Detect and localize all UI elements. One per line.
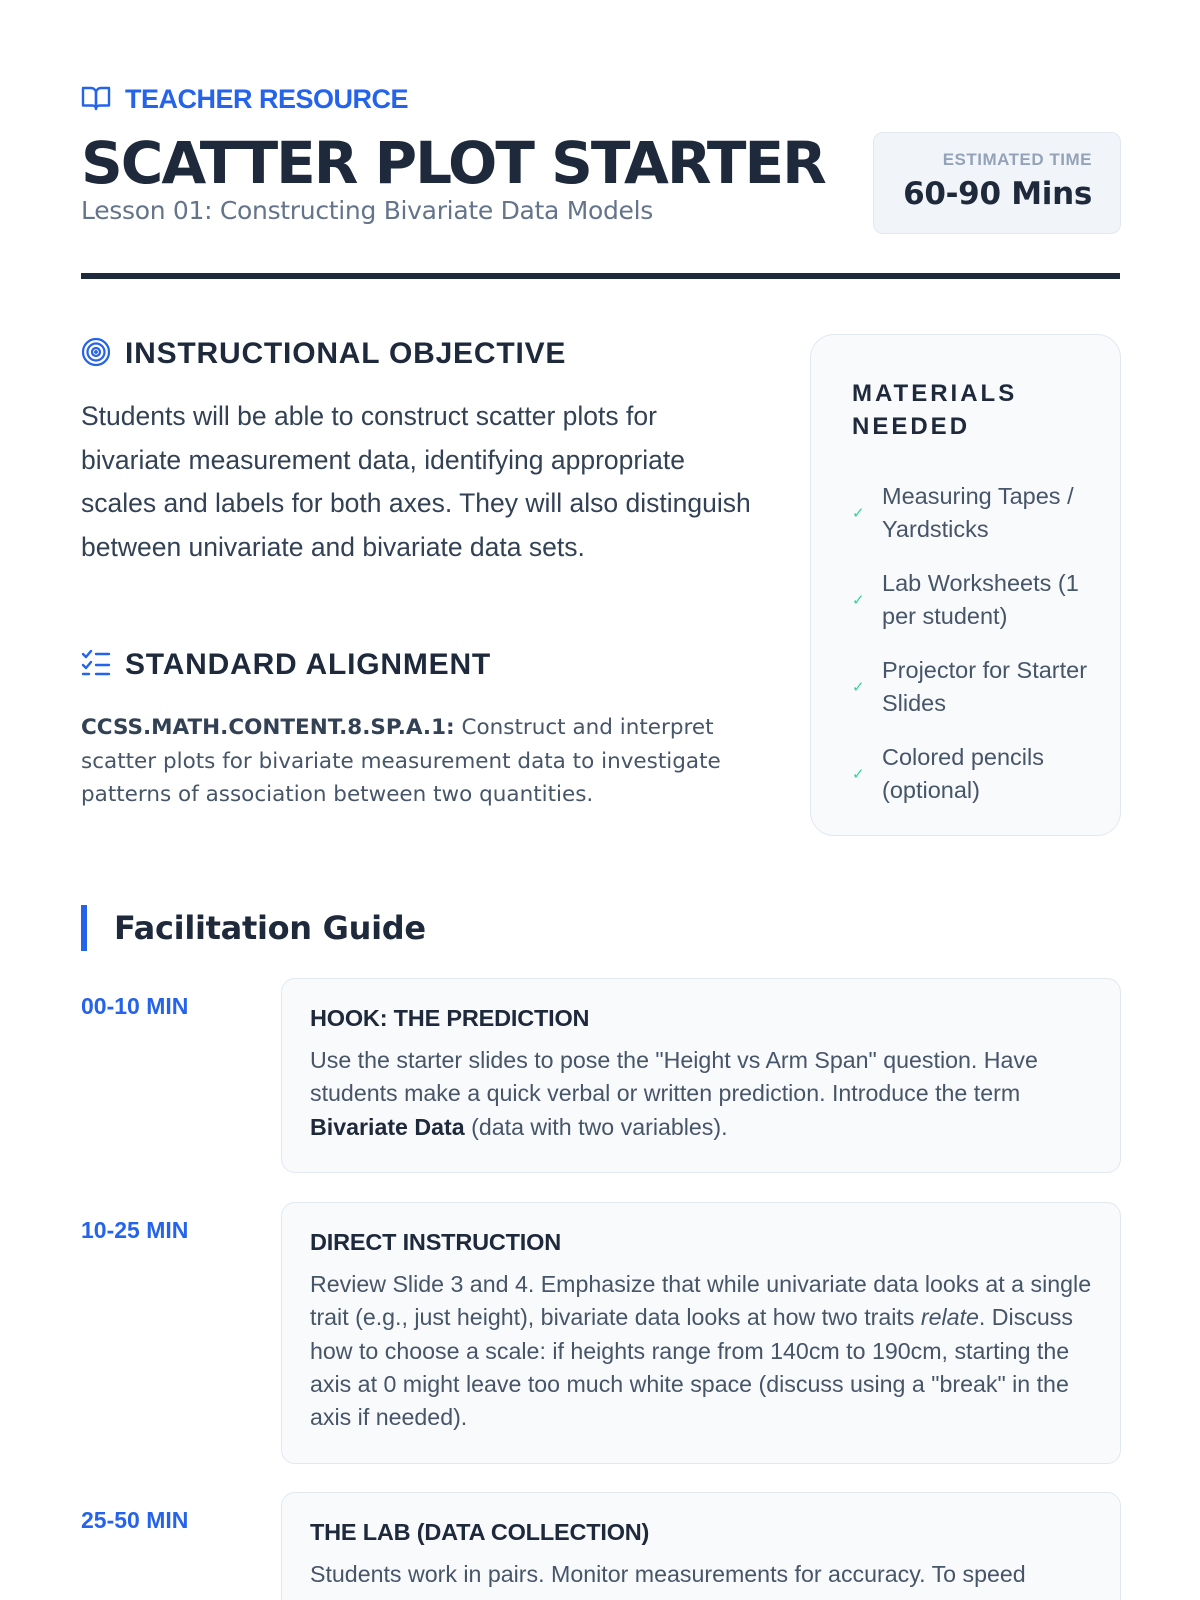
step-text: Use the starter slides to pose the "Height vs Arm Span" question. Have students make a quick verbal or written prediction. Introduce the term [310,1047,1038,1107]
materials-list [852,469,1094,817]
step-card [281,1492,1121,1600]
check-icon: ✓ [852,590,865,609]
objective-heading-label: INSTRUCTIONAL OBJECTIVE [125,337,567,370]
standard-heading-label: STANDARD ALIGNMENT [125,648,492,681]
material-label: Lab Worksheets (1 per student) [882,569,1079,629]
list-item [852,556,1094,643]
standard-heading [81,648,491,682]
list-checks-icon [81,649,111,681]
objective-text: Students will be able to construct scatter plots for bivariate measurement data, identifying appropriate scales and labels for both axes. They will also distinguish between univariate and bivariate data sets. [81,401,751,562]
step-time: 25-50 MIN [81,1507,189,1533]
target-icon [81,337,111,371]
step-text: . Discuss how to choose a scale: if heights range from 140cm to 190cm, starting the axis at 0 might leave too much white space (discuss using a "break" in the axis if needed). [310,1304,1073,1431]
step-body [310,1268,1094,1434]
check-icon: ✓ [852,677,865,696]
step-title: THE LAB (DATA COLLECTION) [310,1519,650,1545]
standard-description: Construct and interpret scatter plots for bivariate measurement data to investigate patterns of association between two quantities. [81,715,721,807]
estimated-time-label: ESTIMATED TIME [942,150,1092,169]
accent-bar [81,905,87,951]
step-term: Bivariate Data [310,1113,465,1140]
step-card [281,978,1121,1173]
header-divider [81,273,1120,279]
step-title: HOOK: THE PREDICTION [310,1005,590,1031]
step-emphasis: relate [920,1304,979,1331]
step-time: 00-10 MIN [81,993,189,1019]
step-title: DIRECT INSTRUCTION [310,1229,561,1255]
facilitation-guide-title: Facilitation Guide [114,909,426,947]
page-subtitle: Lesson 01: Constructing Bivariate Data Models [81,196,653,225]
step-body [310,1558,1094,1591]
materials-card [810,334,1121,836]
check-icon: ✓ [852,764,865,783]
step-card [281,1202,1121,1464]
material-label: Colored pencils (optional) [882,743,1044,803]
list-item [852,643,1094,730]
materials-title: MATERIALS NEEDED [852,380,1018,440]
list-item [852,469,1094,556]
standard-code: CCSS.MATH.CONTENT.8.SP.A.1: [81,715,455,740]
resource-kicker-label: TEACHER RESOURCE [125,84,409,114]
material-label: Projector for Starter Slides [882,656,1088,716]
list-item [852,730,1094,817]
facilitation-guide-heading [81,905,426,951]
standard-text [81,711,741,812]
page-title: SCATTER PLOT STARTER [81,129,825,197]
estimated-time-card [873,132,1121,234]
objective-heading [81,337,566,371]
step-text: (data with two variables). [464,1113,728,1140]
step-text: Students work in pairs. Monitor measurements for accuracy. To speed [310,1561,1026,1587]
material-label: Measuring Tapes / Yardsticks [882,482,1074,542]
resource-kicker [81,84,408,115]
check-icon: ✓ [852,503,865,522]
step-body [310,1044,1094,1144]
step-time: 10-25 MIN [81,1217,189,1243]
book-open-icon [81,85,111,115]
estimated-time-value: 60-90 Mins [903,176,1092,212]
step-text: Review Slide 3 and 4. Emphasize that while univariate data looks at a single trait (e.g., just height), bivariate data looks at how two traits [310,1271,1092,1331]
